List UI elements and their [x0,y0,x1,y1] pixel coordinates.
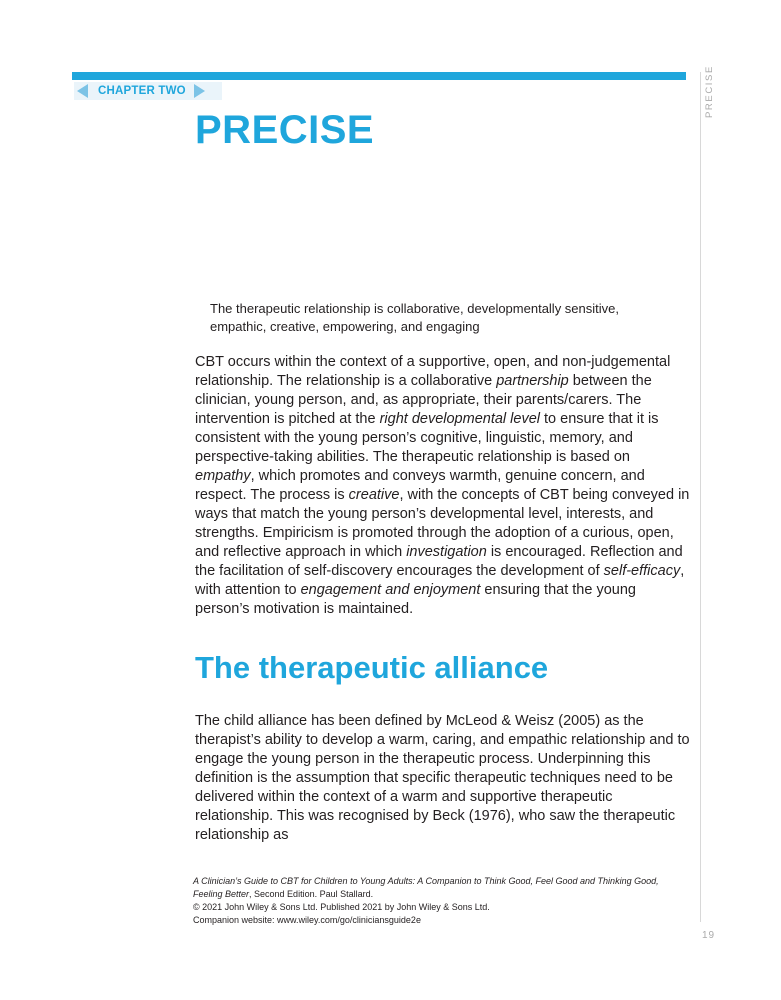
top-rule [72,72,686,80]
epigraph-line-1: The therapeutic relationship is collaborative, developmentally sensitive, [210,301,619,316]
emphasis: partnership [496,373,569,389]
footer-copyright: © 2021 John Wiley & Sons Ltd. Published 2021 by John Wiley & Sons Ltd. [193,902,490,912]
emphasis: engagement and enjoyment [300,582,481,598]
section-heading: The therapeutic alliance [195,650,549,685]
chapter-tab [74,82,222,100]
text-run: to ensure that it is consistent with the young person’s cognitive, linguistic, memory, and perspective-taking abilities. The therapeutic relationship is based on [195,411,659,465]
text-run: , with attention to [195,563,685,598]
page-number: 19 [702,930,716,941]
text-run: , which promotes and conveys warmth, genuine concern, and respect. The process is [195,468,645,503]
footer [193,875,663,927]
footer-website: Companion website: www.wiley.com/go/cliniciansguide2e [193,915,421,925]
emphasis: investigation [406,544,487,560]
text-run: ensuring that the young person’s motivation is maintained. [195,582,636,617]
book-title: A Clinician’s Guide to CBT for Children to Young Adults: A Companion to Think Good, Feel Good and Thinking Good, Feeling Better [193,876,659,899]
epigraph-line-2: empathic, creative, empowering, and engaging [210,319,480,334]
emphasis: empathy [195,468,251,484]
left-arrow-icon [77,84,88,98]
epigraph [210,300,660,336]
text-run: is encouraged. Reflection and the facilitation of self-discovery encourages the development of [195,544,683,579]
text-run: CBT occurs within the context of a supportive, open, and non-judgemental relationship. The relationship is a collaborative [195,354,671,389]
body-paragraph-2: The child alliance has been defined by McLeod & Weisz (2005) as the therapist’s ability to develop a warm, caring, and empathic relationship and to engage the young person in the therapeutic process. Underpinning this definition is the assumption that specific therapeutic techniques need to be delivered within the context of a warm and supportive therapeutic relationship. This was recognised by Beck (1976), who saw the therapeutic relationship as [195,713,690,843]
edition: , Second Edition. Paul Stallard. [249,889,374,899]
emphasis: creative [348,487,400,503]
emphasis: right developmental level [379,411,540,427]
running-head: PRECISE [704,65,715,118]
text-run: , with the concepts of CBT being conveyed in ways that match the young person’s developmental level, interests, and strengths. Empiricism is promoted through the adoption of a curious, open, and reflective approach in which [195,487,690,560]
side-rule [700,72,701,922]
right-arrow-icon [194,84,205,98]
chapter-label: CHAPTER TWO [98,85,186,97]
footer-citation [193,875,663,901]
text-run: between the clinician, young person, and, as appropriate, their parents/carers. The intervention is pitched at the [195,373,652,427]
chapter-title: PRECISE [195,108,375,152]
body-paragraph-1 [195,353,690,619]
emphasis: self-efficacy [603,563,681,579]
